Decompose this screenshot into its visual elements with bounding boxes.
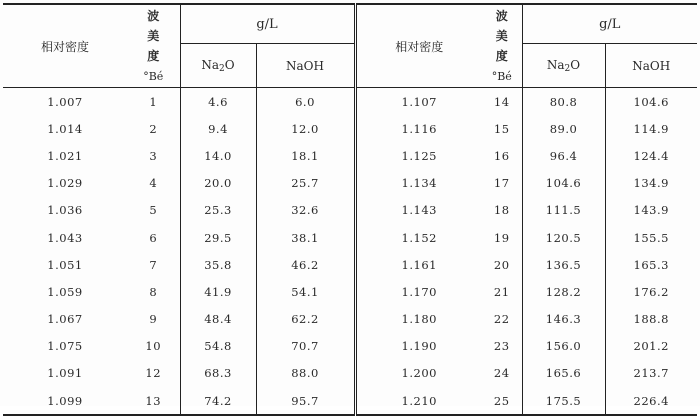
left-baume-cell: 9: [127, 306, 180, 333]
right-density-cell: 1.180: [401, 312, 437, 327]
density-conversion-table: [3, 3, 697, 416]
left-na2o-header: $Na_2O$: [180, 44, 256, 88]
right-density-cell: 1.125: [401, 148, 437, 163]
baume-char-2: 美: [147, 28, 160, 43]
left-baume-cell: 2: [127, 115, 180, 142]
left-na2o-cell: 20.0: [180, 170, 256, 197]
right-baume-cell: 21: [482, 278, 522, 305]
left-density-cell: 1.043: [47, 230, 83, 245]
right-baume-cell: 14: [482, 88, 522, 116]
right-density-cell: 1.152: [401, 230, 437, 245]
table-row: [3, 251, 697, 278]
right-na2o-cell: 128.2: [522, 278, 605, 305]
right-naoh-header: NaOH: [605, 44, 697, 88]
right-naoh-cell: 155.5: [633, 230, 669, 245]
left-density-cell: 1.014: [47, 121, 83, 136]
left-na2o-cell: 48.4: [180, 306, 256, 333]
left-naoh-cell: 32.6: [256, 197, 355, 224]
left-density-cell: 1.051: [47, 257, 83, 272]
right-naoh-cell: 176.2: [633, 284, 669, 299]
left-naoh-cell: 12.0: [256, 115, 355, 142]
right-baume-cell: 23: [482, 333, 522, 360]
right-na2o-cell: 89.0: [522, 115, 605, 142]
left-na2o-cell: 14.0: [180, 142, 256, 169]
right-density-cell: 1.143: [401, 203, 437, 218]
right-density-cell: 1.107: [401, 94, 437, 109]
right-density-cell: 1.161: [401, 257, 437, 272]
right-naoh-cell: 201.2: [633, 339, 669, 354]
table-row: [3, 170, 697, 197]
right-na2o-cell: 175.5: [522, 387, 605, 415]
right-na2o-cell: 136.5: [522, 251, 605, 278]
left-baume-cell: 3: [127, 142, 180, 169]
left-naoh-cell: 6.0: [256, 88, 355, 116]
right-baume-cell: 16: [482, 142, 522, 169]
table-row: [3, 333, 697, 360]
right-gl-group-header: g/L: [522, 4, 697, 44]
table-row: [3, 360, 697, 387]
left-na2o-cell: 29.5: [180, 224, 256, 251]
left-naoh-cell: 38.1: [256, 224, 355, 251]
right-naoh-cell: 104.6: [633, 94, 669, 109]
left-baume-cell: 7: [127, 251, 180, 278]
left-naoh-cell: 54.1: [256, 278, 355, 305]
right-baume-cell: 19: [482, 224, 522, 251]
table-row: [3, 278, 697, 305]
baume-char-1: 波: [147, 8, 160, 23]
table-body: [3, 88, 697, 416]
right-density-cell: 1.190: [401, 339, 437, 354]
right-naoh-cell: 143.9: [633, 203, 669, 218]
right-baume-cell: 20: [482, 251, 522, 278]
right-density-header: 相对密度: [355, 4, 482, 88]
left-na2o-cell: 4.6: [180, 88, 256, 116]
left-naoh-cell: 70.7: [256, 333, 355, 360]
left-na2o-cell: 68.3: [180, 360, 256, 387]
left-density-cell: 1.021: [47, 148, 83, 163]
right-na2o-cell: 80.8: [522, 88, 605, 116]
left-na2o-cell: 35.8: [180, 251, 256, 278]
left-naoh-cell: 25.7: [256, 170, 355, 197]
left-baume-cell: 13: [127, 387, 180, 415]
left-density-cell: 1.067: [47, 312, 83, 327]
right-density-cell: 1.134: [401, 176, 437, 191]
left-baume-cell: 1: [127, 88, 180, 116]
table-row: [3, 88, 697, 116]
table-row: [3, 306, 697, 333]
left-na2o-cell: 74.2: [180, 387, 256, 415]
right-density-cell: 1.200: [401, 366, 437, 381]
left-baume-cell: 8: [127, 278, 180, 305]
right-density-cell: 1.170: [401, 284, 437, 299]
right-baume-cell: 15: [482, 115, 522, 142]
left-naoh-header: NaOH: [256, 44, 355, 88]
right-naoh-cell: 213.7: [633, 366, 669, 381]
left-baume-cell: 4: [127, 170, 180, 197]
baume-char-3: 度: [147, 48, 160, 63]
header-row-top: [3, 4, 697, 44]
left-naoh-cell: 62.2: [256, 306, 355, 333]
right-naoh-cell: 134.9: [633, 176, 669, 191]
table-row: [3, 387, 697, 415]
table-row: [3, 115, 697, 142]
left-na2o-cell: 25.3: [180, 197, 256, 224]
left-density-cell: 1.099: [3, 387, 127, 415]
right-na2o-cell: 111.5: [522, 197, 605, 224]
left-naoh-cell: 95.7: [256, 387, 355, 415]
right-na2o-cell: 146.3: [522, 306, 605, 333]
right-na2o-cell: 165.6: [522, 360, 605, 387]
right-baume-cell: 18: [482, 197, 522, 224]
left-baume-cell: 5: [127, 197, 180, 224]
left-naoh-cell: 18.1: [256, 142, 355, 169]
right-na2o-cell: 104.6: [522, 170, 605, 197]
right-density-cell: 1.210: [355, 387, 482, 415]
left-naoh-cell: 46.2: [256, 251, 355, 278]
right-na2o-cell: 156.0: [522, 333, 605, 360]
right-baume-cell: 25: [482, 387, 522, 415]
right-baume-header: 波 美 度 °Bé: [482, 4, 522, 88]
left-na2o-cell: 9.4: [180, 115, 256, 142]
right-naoh-cell: 114.9: [633, 121, 669, 136]
left-density-header: 相对密度: [3, 4, 127, 88]
left-na2o-cell: 41.9: [180, 278, 256, 305]
right-baume-cell: 24: [482, 360, 522, 387]
right-naoh-cell: 124.4: [633, 148, 669, 163]
right-baume-cell: 22: [482, 306, 522, 333]
baume-unit: °Bé: [143, 69, 164, 83]
left-baume-cell: 12: [127, 360, 180, 387]
right-na2o-cell: 96.4: [522, 142, 605, 169]
left-baume-cell: 10: [127, 333, 180, 360]
right-na2o-header: $Na_2O$: [522, 44, 605, 88]
left-baume-header: [127, 4, 180, 88]
table-row: [3, 197, 697, 224]
right-naoh-cell: 226.4: [605, 387, 697, 415]
left-naoh-cell: 88.0: [256, 360, 355, 387]
left-density-cell: 1.075: [47, 339, 83, 354]
left-density-cell: 1.091: [47, 366, 83, 381]
table-row: [3, 142, 697, 169]
left-density-cell: 1.007: [47, 94, 83, 109]
right-naoh-cell: 188.8: [633, 312, 669, 327]
right-baume-cell: 17: [482, 170, 522, 197]
left-na2o-cell: 54.8: [180, 333, 256, 360]
left-density-cell: 1.029: [47, 176, 83, 191]
left-gl-group-header: g/L: [180, 4, 355, 44]
left-density-cell: 1.059: [47, 284, 83, 299]
table-row: [3, 224, 697, 251]
right-density-cell: 1.116: [401, 121, 437, 136]
left-baume-cell: 6: [127, 224, 180, 251]
right-naoh-cell: 165.3: [633, 257, 669, 272]
right-na2o-cell: 120.5: [522, 224, 605, 251]
left-density-cell: 1.036: [47, 203, 83, 218]
